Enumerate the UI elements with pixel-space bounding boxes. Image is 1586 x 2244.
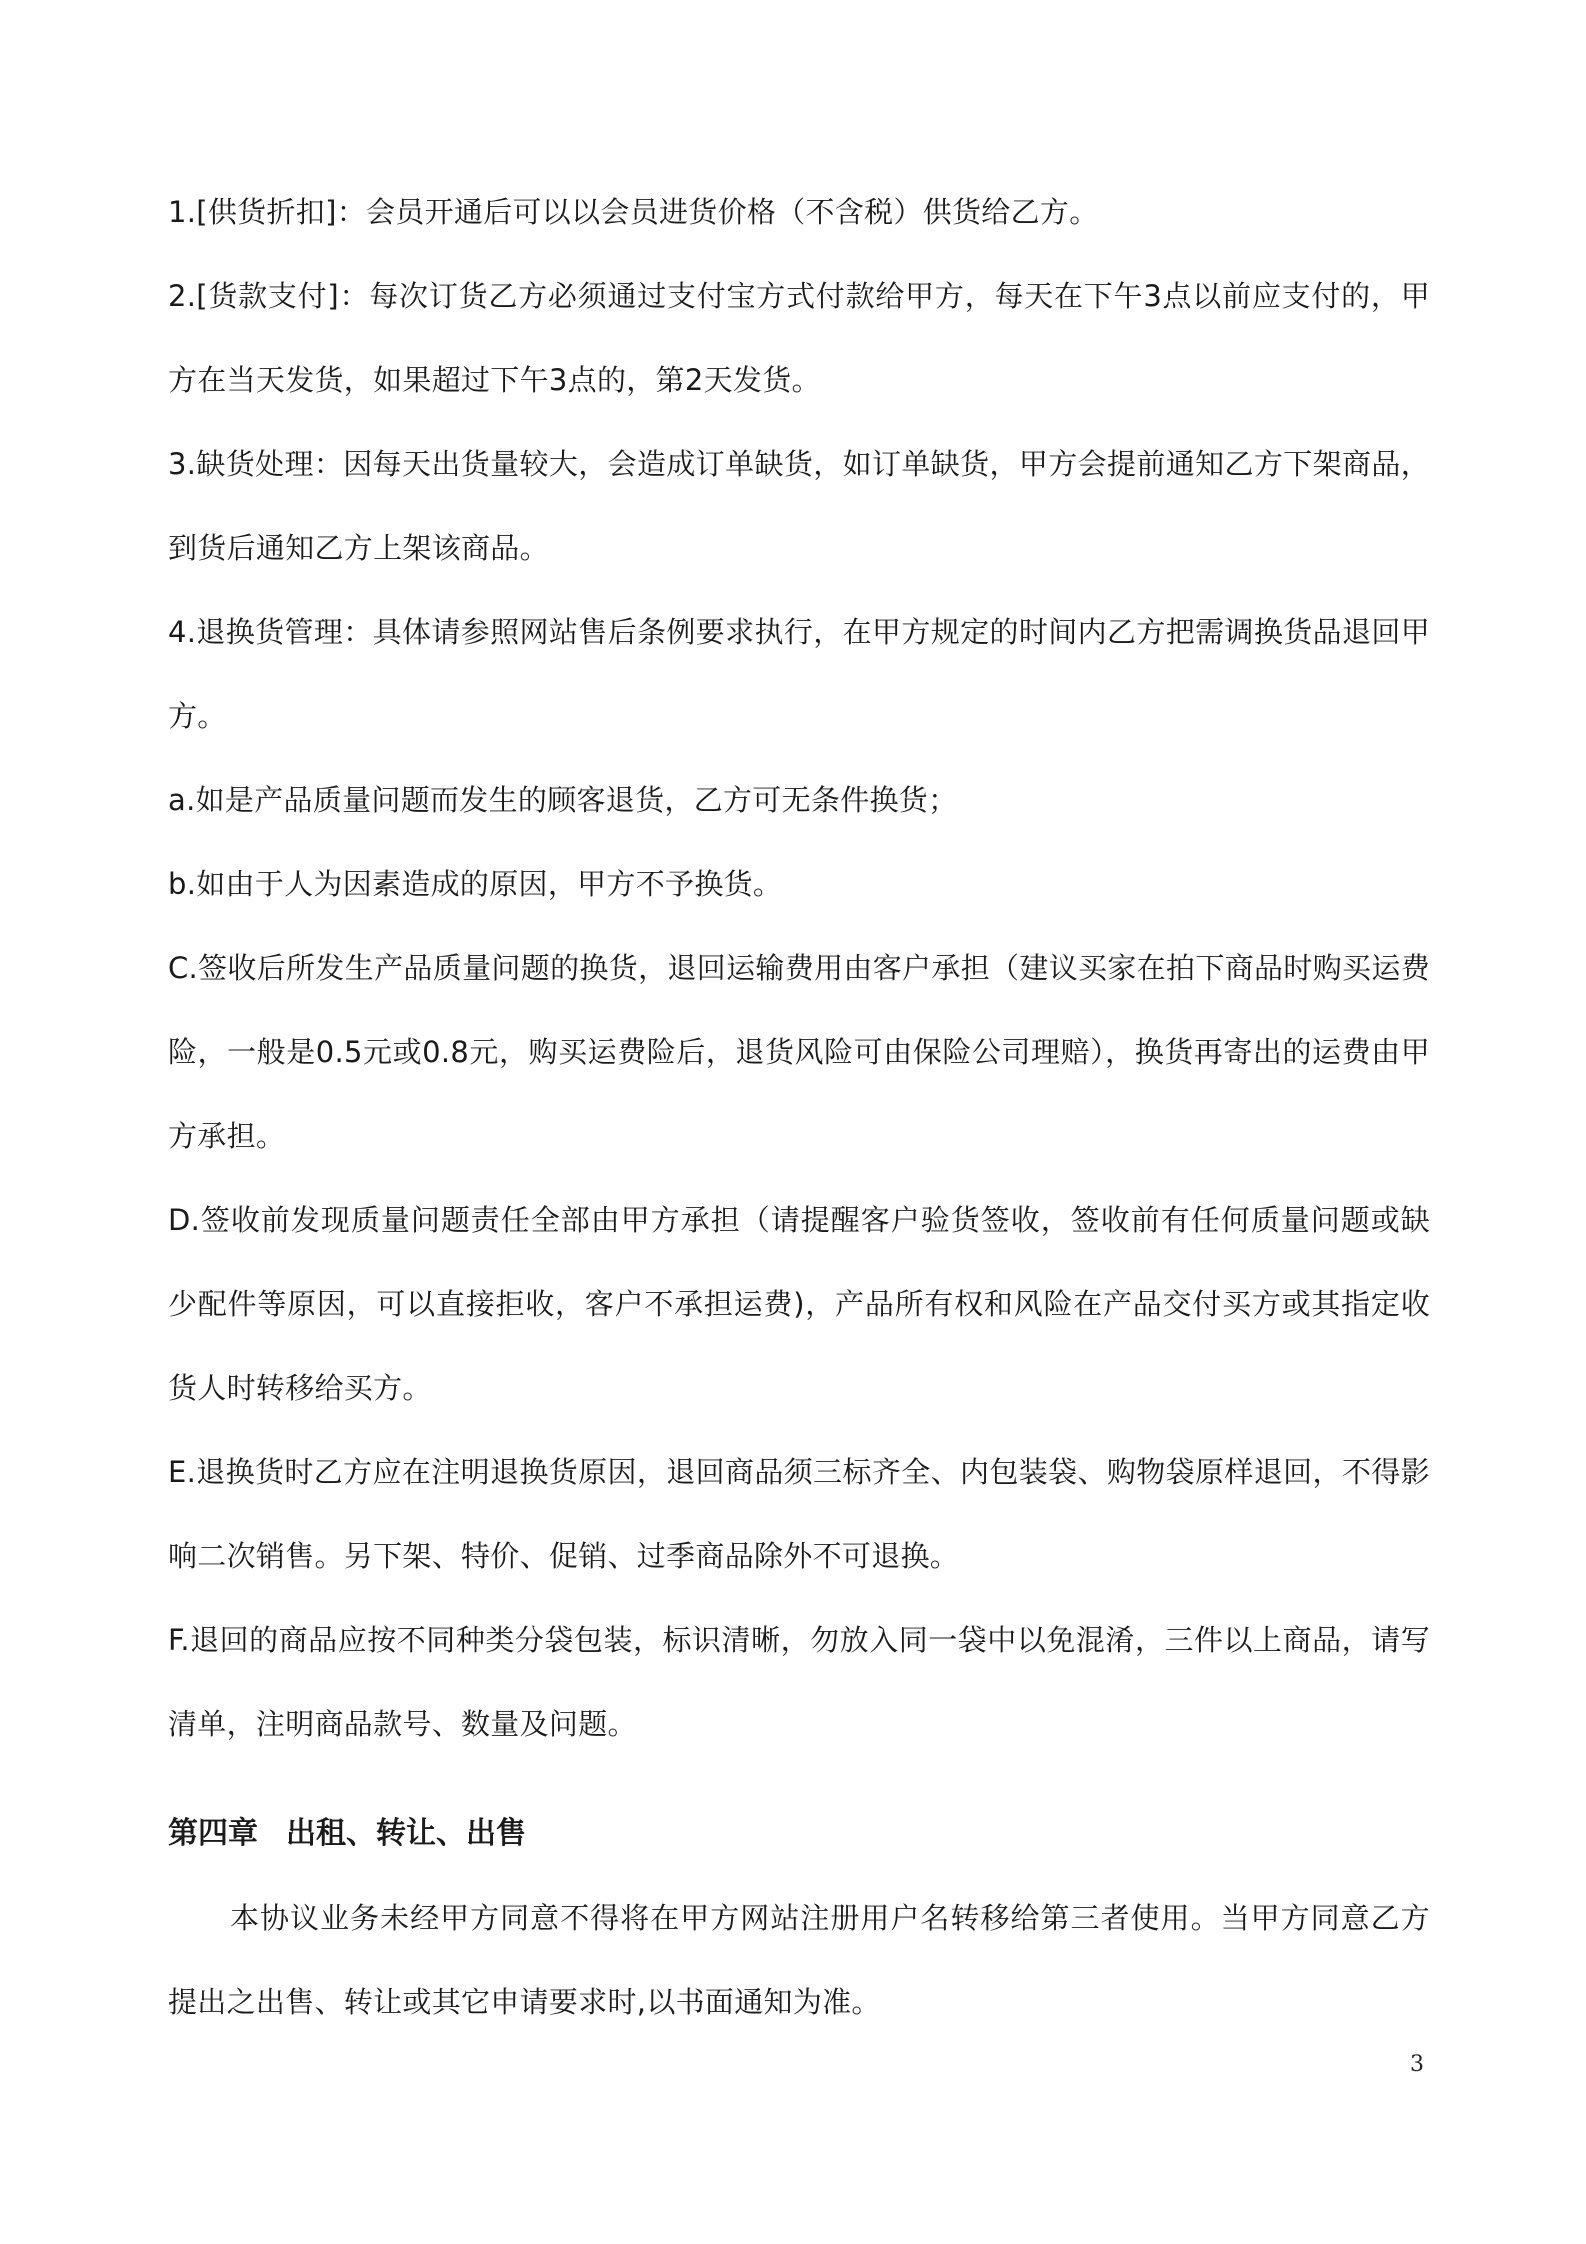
chapter-number: 第四章 — [168, 1816, 258, 1851]
clause-returns: 4.退换货管理：具体请参照网站售后条例要求执行，在甲方规定的时间内乙方把需调换货品退回甲方。 — [168, 615, 1430, 733]
page-number: 3 — [1410, 2052, 1424, 2077]
chapter-body: 本协议业务未经甲方同意不得将在甲方网站注册用户名转移给第三者使用。当甲方同意乙方提出之出售、转让或其它申请要求时,以书面通知为准。 — [168, 1901, 1430, 2019]
clause-returns-e: E.退换货时乙方应在注明退换货原因，退回商品须三标齐全、内包装袋、购物袋原样退回，不得影响二次销售。另下架、特价、促销、过季商品除外不可退换。 — [168, 1455, 1430, 1573]
clause-payment: 2.[货款支付]：每次订货乙方必须通过支付宝方式付款给甲方，每天在下午3点以前应支付的，甲方在当天发货，如果超过下午3点的，第2天发货。 — [168, 279, 1430, 397]
clause-returns-b: b.如由于人为因素造成的原因，甲方不予换货。 — [168, 867, 783, 901]
clause-returns-c: C.签收后所发生产品质量问题的换货，退回运输费用由客户承担（建议买家在拍下商品时购买运费险，一般是0.5元或0.8元，购买运费险后，退货风险可由保险公司理赔），换货再寄出的运费由甲方承担。 — [168, 951, 1430, 1153]
clause-returns-d: D.签收前发现质量问题责任全部由甲方承担（请提醒客户验货签收，签收前有任何质量问题或缺少配件等原因，可以直接拒收，客户不承担运费)，产品所有权和风险在产品交付买方或其指定收货人时转移给买方。 — [168, 1203, 1430, 1405]
clause-supply-discount: 1.[供货折扣]：会员开通后可以以会员进货价格（不含税）供货给乙方。 — [168, 195, 1099, 229]
chapter-heading — [168, 1792, 1430, 1876]
document-body — [168, 170, 1430, 2044]
clause-returns-a: a.如是产品质量问题而发生的顾客退货，乙方可无条件换货； — [168, 783, 958, 817]
clause-returns-f: F.退回的商品应按不同种类分袋包装，标识清晰，勿放入同一袋中以免混淆，三件以上商品，请写清单，注明商品款号、数量及问题。 — [168, 1623, 1430, 1741]
clause-out-of-stock: 3.缺货处理：因每天出货量较大，会造成订单缺货，如订单缺货，甲方会提前通知乙方下架商品，到货后通知乙方上架该商品。 — [168, 447, 1430, 565]
chapter-title: 出租、转让、出售 — [286, 1816, 526, 1851]
